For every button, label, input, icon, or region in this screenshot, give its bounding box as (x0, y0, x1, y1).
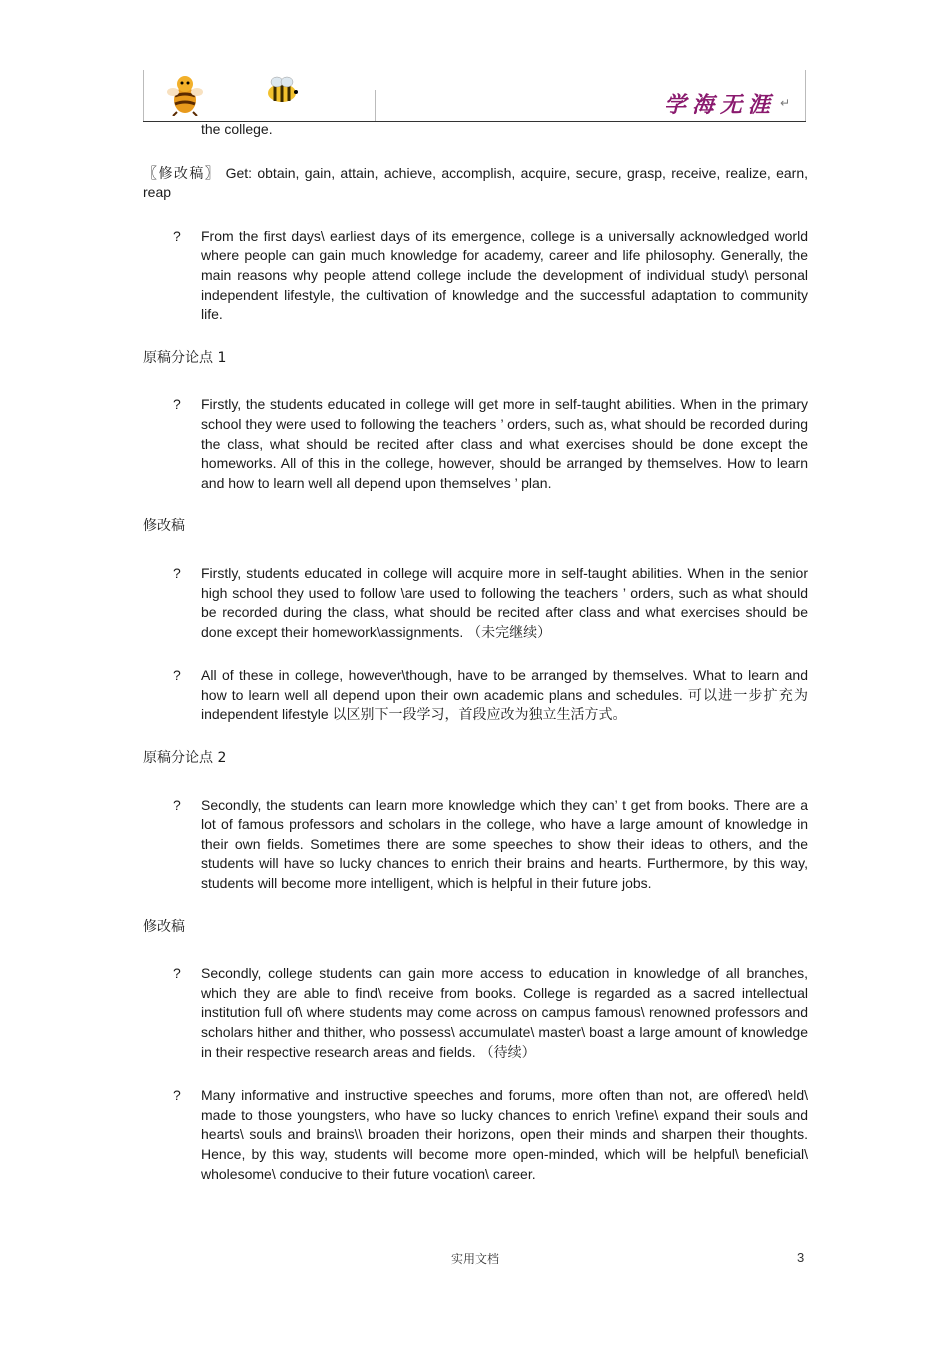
bullet-text: Many informative and instructive speeches and forums, more often than not, are offered\ held\ made to those youngsters, who have so lucky chances to enrich \refine\ expand their souls and hearts\ souls and brains\\ broaden their horizons, open their minds and sharpen their thoughts. Hence, by this way, students will become more open-minded, which will be helpful\ beneficial\ wholesome\ conducive to their future vocation\ career. (201, 1087, 808, 1182)
bullet-mark: ? (173, 564, 181, 581)
bullet-paragraph (143, 964, 808, 1062)
bullet-paragraph (143, 395, 808, 493)
bullet-text: Secondly, the students can learn more knowledge which they can’ t get from books. There are a lot of famous professors and scholars in the college, who have a large amount of knowledge in their own fields. Sometimes there are some speeches to show their ideas to others, and the students will have so lucky chances to enrich their brains and hearts. Furthermore, by this way, students will become more intelligent, which is helpful in their future jobs. (201, 796, 808, 892)
bullet-mark: ? (173, 396, 181, 413)
bullet-text: All of these in college, however\though, have to be arranged by themselves. What to learn and how to learn well all depend upon their own academic plans and schedules. 可以进一步扩充为 independent lifestyle 以区别下一段学习，首段应改为独立生活方式。 (201, 667, 808, 723)
bullet-mark: ? (173, 965, 181, 982)
page-number: 3 (797, 1250, 805, 1265)
bullet-paragraph (143, 796, 808, 894)
bullet-text: Secondly, college students can gain more access to education in knowledge of all branches, which they are able to find\ receive from books. College is regarded as a sacred intellectual institution full of\ where students may come across on campus famous\ renowned professors and scholars hither and thither, who possess\ accumulate\ master\ boast a large amount of knowledge in their respective research areas and fields. （待续） (201, 965, 808, 1060)
bullet-text: Firstly, students educated in college will acquire more in self-taught abilities. When in the senior high school they used to follow \are used to following the teachers ’ orders, such as what should be recorded during the class, what should be recited after class and what exercises should be done except their homework\assignments. （未完继续） (201, 564, 808, 640)
bullet-mark: ? (173, 796, 181, 813)
section-heading: 修改稿 (143, 518, 185, 535)
document-body (143, 120, 808, 1184)
page-header (143, 70, 806, 122)
footer-label: 实用文档 (450, 1252, 499, 1266)
bullet-paragraph (143, 1086, 808, 1184)
continued-text: the college. (201, 121, 273, 137)
bullet-text: From the first days\ earliest days of its emergence, college is a universally acknowledged world where people can gain much knowledge for academy, career and life philosophy. Generally, the main reasons why people attend college include the development of individual study\ personal independent lifestyle, the cultivation of knowledge and the successful adaptation to community life. (201, 227, 808, 323)
section-heading: 原稿分论点 1 (143, 349, 227, 366)
bullet-text: Firstly, the students educated in college will get more in self-taught abilities. When in the primary school they were used to following the teachers ’ orders, such as, what should be recorded during the class, what should be recited after class and what exercises should be done except the homeworks. All of this in the college, however, should be arranged by themselves. How to learn and how to learn well all depend upon themselves ’ plan. (201, 396, 808, 491)
revised-synonyms: 〖修改稿〗 Get: obtain, gain, attain, achieve, accomplish, acquire, secure, grasp, receive, realize, earn, reap (143, 164, 808, 201)
section-heading: 原稿分论点 2 (143, 750, 227, 767)
logo-text: 学海无涯 (663, 92, 776, 118)
return-mark: ↵ (779, 96, 790, 110)
bullet-mark: ? (173, 227, 181, 244)
bullet-mark: ? (173, 1087, 181, 1104)
bee-mascot-icon (165, 74, 205, 116)
section-heading: 修改稿 (143, 918, 185, 935)
bullet-mark: ? (173, 667, 181, 684)
bee-icon (263, 76, 301, 104)
bullet-paragraph (143, 564, 808, 642)
bullet-paragraph (143, 666, 808, 725)
bullet-paragraph (143, 227, 808, 325)
